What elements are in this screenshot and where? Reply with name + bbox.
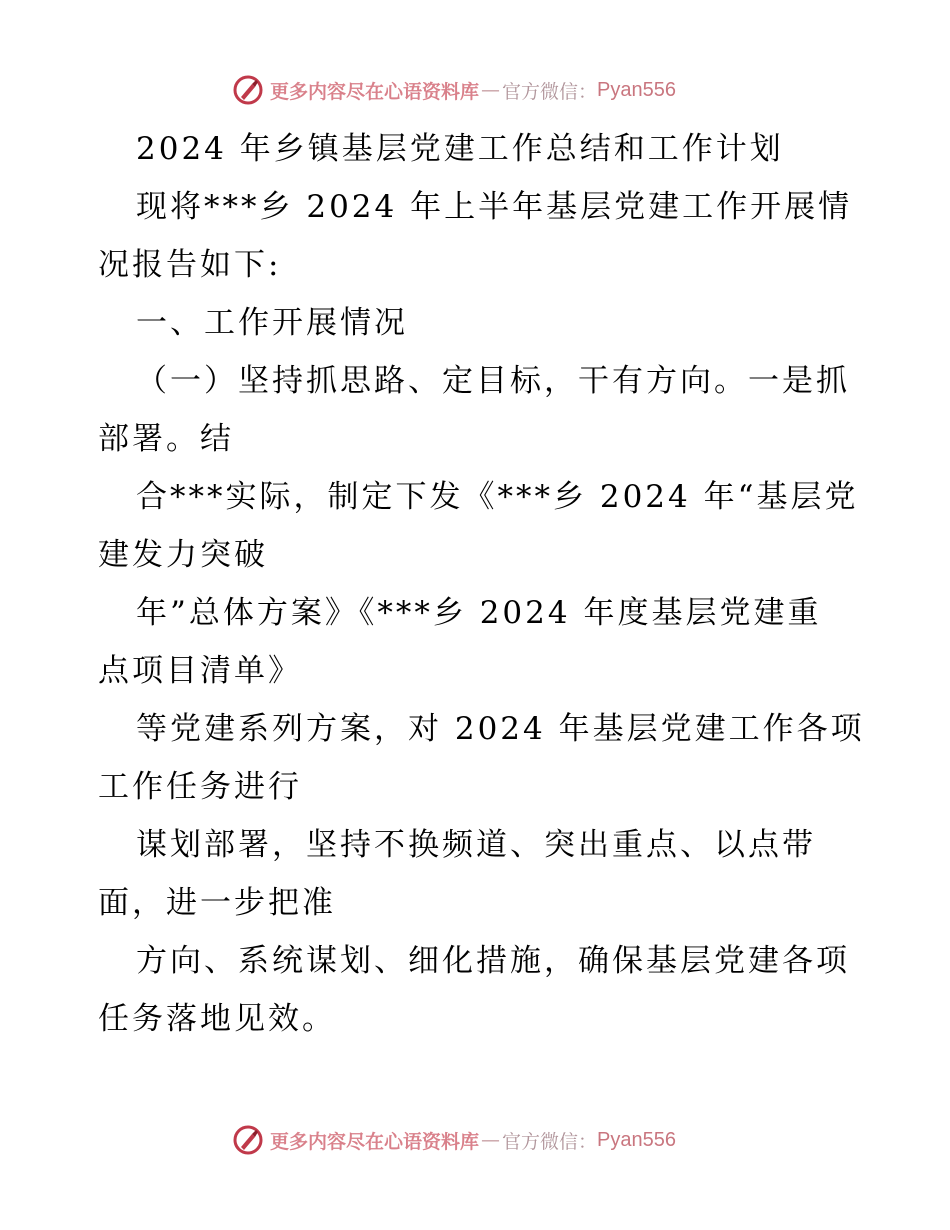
footer-watermark [232,1122,676,1158]
watermark-handle: Pyan556 [597,78,676,101]
paragraph-line: 谋划部署，坚持不换频道、突出重点、以点带 [136,827,816,863]
watermark-separator: — [481,79,501,101]
paragraph-line: 方向、系统谋划、细化措施，确保基层党建各项 [136,943,850,979]
paragraph-line: 任务落地见效。 [98,1001,336,1037]
paragraph-line: （一）坚持抓思路、定目标，干有方向。一是抓 [136,363,850,399]
paragraph-line: 工作任务进行 [98,769,302,805]
header-watermark [232,72,676,108]
watermark-brand-text: 更多内容尽在心语资料库 [270,80,480,103]
document-title: 2024 年乡镇基层党建工作总结和工作计划 [136,131,784,167]
pen-logo-icon [232,1124,264,1156]
section-heading: 一、工作开展情况 [136,305,408,341]
paragraph-line: 现将***乡 2024 年上半年基层党建工作开展情 [136,189,853,225]
pen-logo-icon [232,74,264,106]
paragraph-line: 部署。结 [98,421,234,457]
watermark-brand-text: 更多内容尽在心语资料库 [270,1130,480,1153]
paragraph-line: 况报告如下: [98,247,282,283]
paragraph-line: 等党建系列方案，对 2024 年基层党建工作各项 [136,711,865,747]
watermark-contact-label: 官方微信： [502,1130,598,1153]
paragraph-line: 点项目清单》 [98,653,302,689]
watermark-separator: — [481,1129,501,1151]
watermark-handle: Pyan556 [597,1128,676,1151]
paragraph-line: 面，进一步把准 [98,885,336,921]
paragraph-line: 年”总体方案》《***乡 2024 年度基层党建重 [136,595,822,631]
document-body [98,120,868,1048]
paragraph-line: 建发力突破 [98,537,268,573]
watermark-contact-label: 官方微信： [502,80,598,103]
paragraph-line: 合***实际，制定下发《***乡 2024 年“基层党 [136,479,859,515]
